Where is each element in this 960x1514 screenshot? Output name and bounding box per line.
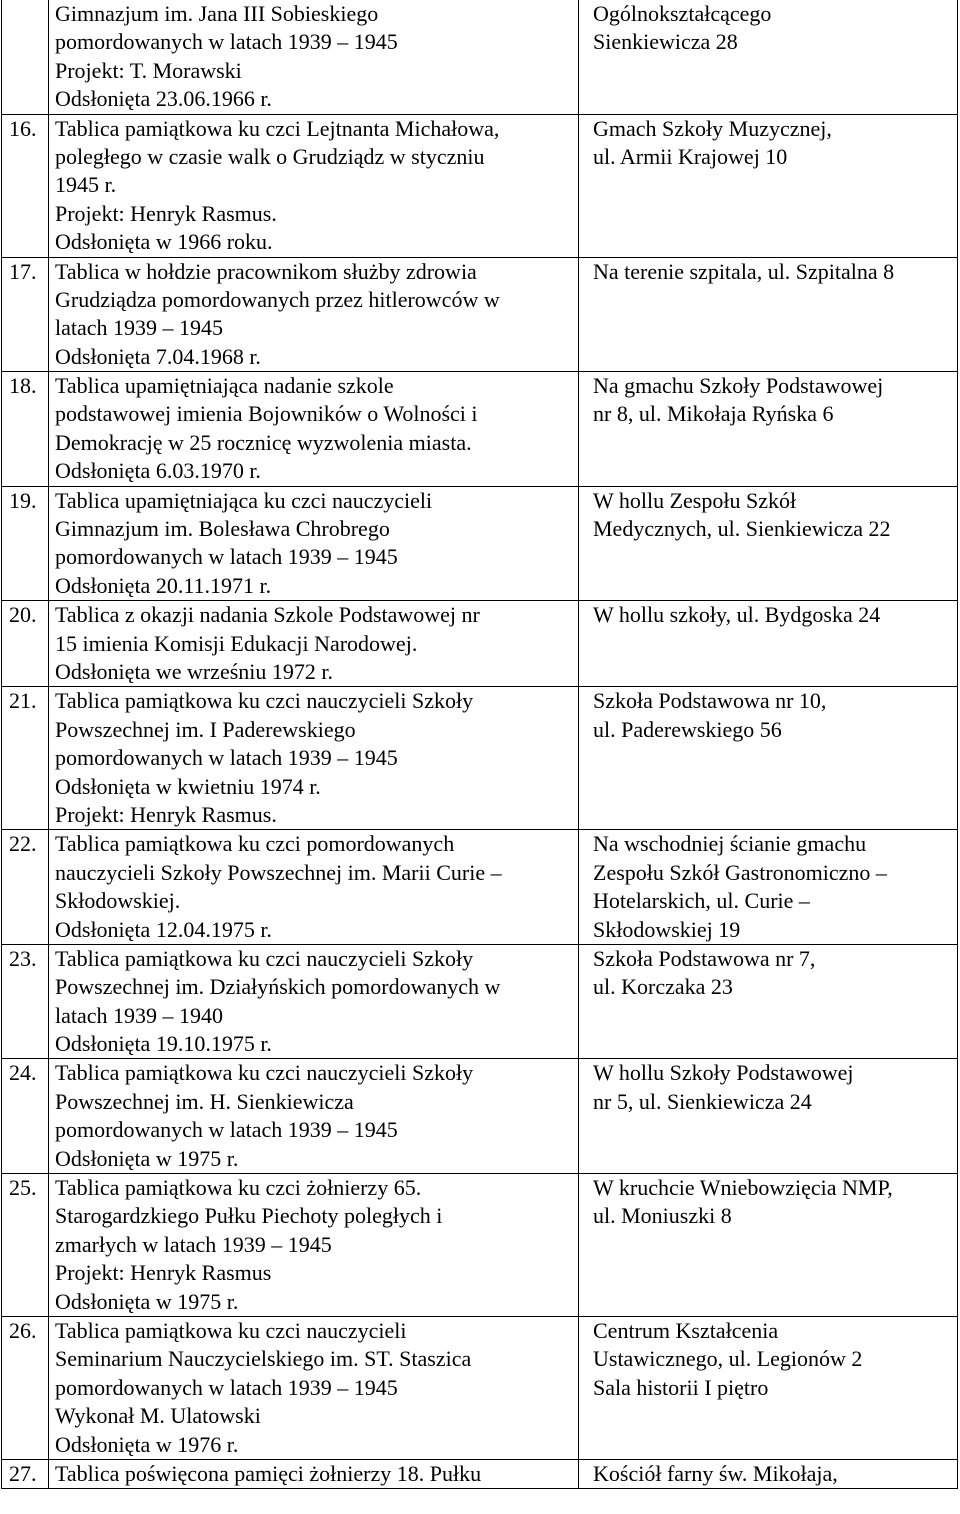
description-line: pomordowanych w latach 1939 – 1945 xyxy=(55,1374,398,1400)
location-line: Centrum Kształcenia xyxy=(593,1317,779,1343)
description-line: Tablica pamiątkowa ku czci nauczycieli xyxy=(55,1317,407,1343)
description-line: Tablica upamiętniająca ku czci nauczycieli xyxy=(55,487,433,513)
description-line: Odsłonięta w 1966 roku. xyxy=(55,229,273,255)
description-line: Powszechnej im. H. Sienkiewicza xyxy=(55,1088,354,1114)
description-line: pomordowanych w latach 1939 – 1945 xyxy=(55,1117,398,1143)
description-line: 1945 r. xyxy=(55,172,117,198)
location-line: Na gmachu Szkoły Podstawowej xyxy=(593,373,884,399)
description-line: Odsłonięta w 1975 r. xyxy=(55,1145,239,1171)
plaque-description xyxy=(49,114,579,257)
table-row xyxy=(2,601,958,687)
description-line: latach 1939 – 1945 xyxy=(55,315,224,341)
description-line: Tablica poświęcona pamięci żołnierzy 18. Pułku xyxy=(55,1460,482,1486)
location-line: Ogólnokształcącego xyxy=(593,1,772,26)
table-row xyxy=(2,0,958,114)
table-row xyxy=(2,1459,958,1488)
location-line: nr 5, ul. Sienkiewicza 24 xyxy=(593,1088,812,1114)
description-line: Wykonał M. Ulatowski xyxy=(55,1403,261,1429)
description-line: poległego w czasie walk o Grudziądz w styczniu xyxy=(55,143,485,169)
table-row xyxy=(2,944,958,1059)
description-line: Projekt: Henryk Rasmus. xyxy=(55,200,277,226)
row-number: 26. xyxy=(2,1316,49,1459)
location-line: Gmach Szkoły Muzycznej, xyxy=(593,115,832,141)
location-line: Szkoła Podstawowa nr 7, xyxy=(593,945,816,971)
description-line: pomordowanych w latach 1939 – 1945 xyxy=(55,745,398,771)
plaque-description xyxy=(49,944,579,1059)
description-line: Tablica upamiętniająca nadanie szkole xyxy=(55,373,394,399)
location-line: W kruchcie Wniebowzięcia NMP, xyxy=(593,1175,893,1201)
plaque-description xyxy=(49,486,579,601)
row-number: 21. xyxy=(2,687,49,830)
description-line: Odsłonięta 19.10.1975 r. xyxy=(55,1031,272,1057)
table-row xyxy=(2,1316,958,1459)
plaque-description xyxy=(49,0,579,114)
plaque-description xyxy=(49,687,579,830)
plaque-location xyxy=(579,687,958,830)
plaque-description xyxy=(49,1174,579,1317)
description-line: Starogardzkiego Pułku Piechoty poległych i xyxy=(55,1203,443,1229)
description-line: Tablica pamiątkowa ku czci Lejtnanta Michałowa, xyxy=(55,115,500,141)
description-line: Projekt: Henryk Rasmus. xyxy=(55,801,277,827)
plaque-location xyxy=(579,944,958,1059)
table-row xyxy=(2,114,958,257)
row-number: 17. xyxy=(2,257,49,372)
description-line: Odsłonięta we wrześniu 1972 r. xyxy=(55,658,333,684)
plaque-location xyxy=(579,1459,958,1488)
table-row xyxy=(2,687,958,830)
location-line: W hollu szkoły, ul. Bydgoska 24 xyxy=(593,602,881,628)
location-line: nr 8, ul. Mikołaja Ryńska 6 xyxy=(593,401,834,427)
description-line: Demokrację w 25 rocznicę wyzwolenia miasta. xyxy=(55,429,472,455)
memorial-plaques-table xyxy=(1,0,958,1489)
description-line: Powszechnej im. I Paderewskiego xyxy=(55,716,356,742)
location-line: Hotelarskich, ul. Curie – xyxy=(593,888,810,914)
description-line: Projekt: T. Morawski xyxy=(55,57,242,83)
location-line: Sala historii I piętro xyxy=(593,1374,769,1400)
description-line: pomordowanych w latach 1939 – 1945 xyxy=(55,544,398,570)
plaque-description xyxy=(49,1059,579,1174)
description-line: latach 1939 – 1940 xyxy=(55,1002,224,1028)
plaque-location xyxy=(579,601,958,687)
row-number: 23. xyxy=(2,944,49,1059)
location-line: ul. Korczaka 23 xyxy=(593,974,733,1000)
plaque-location xyxy=(579,830,958,945)
description-line: Odsłonięta w 1976 r. xyxy=(55,1431,239,1457)
description-line: Gimnazjum im. Jana III Sobieskiego xyxy=(55,1,379,26)
description-line: Tablica pamiątkowa ku czci żołnierzy 65. xyxy=(55,1175,422,1201)
row-number: 22. xyxy=(2,830,49,945)
location-line: Ustawicznego, ul. Legionów 2 xyxy=(593,1346,863,1372)
description-line: zmarłych w latach 1939 – 1945 xyxy=(55,1231,332,1257)
plaque-description xyxy=(49,1316,579,1459)
location-line: Na terenie szpitala, ul. Szpitalna 8 xyxy=(593,258,895,284)
table-row xyxy=(2,372,958,487)
location-line: Na wschodniej ścianie gmachu xyxy=(593,831,867,857)
location-line: W hollu Zespołu Szkół xyxy=(593,487,797,513)
description-line: Seminarium Nauczycielskiego im. ST. Staszica xyxy=(55,1346,472,1372)
description-line: Odsłonięta 20.11.1971 r. xyxy=(55,572,272,598)
location-line: W hollu Szkoły Podstawowej xyxy=(593,1060,854,1086)
description-line: Tablica pamiątkowa ku czci nauczycieli Szkoły xyxy=(55,945,474,971)
description-line: Odsłonięta 6.03.1970 r. xyxy=(55,458,261,484)
location-line: Szkoła Podstawowa nr 10, xyxy=(593,688,827,714)
plaque-location xyxy=(579,257,958,372)
location-line: Kościół farny św. Mikołaja, xyxy=(593,1460,838,1486)
plaque-description xyxy=(49,601,579,687)
description-line: Tablica pamiątkowa ku czci nauczycieli Szkoły xyxy=(55,1060,474,1086)
description-line: Odsłonięta 7.04.1968 r. xyxy=(55,343,261,369)
description-line: Odsłonięta 12.04.1975 r. xyxy=(55,916,272,942)
location-line: Medycznych, ul. Sienkiewicza 22 xyxy=(593,516,891,542)
description-line: podstawowej imienia Bojowników o Wolności i xyxy=(55,401,478,427)
description-line: Skłodowskiej. xyxy=(55,888,181,914)
description-line: pomordowanych w latach 1939 – 1945 xyxy=(55,29,398,55)
location-line: ul. Moniuszki 8 xyxy=(593,1203,732,1229)
description-line: Projekt: Henryk Rasmus xyxy=(55,1260,272,1286)
plaque-description xyxy=(49,830,579,945)
row-number: 16. xyxy=(2,114,49,257)
table-row xyxy=(2,257,958,372)
description-line: Tablica z okazji nadania Szkole Podstawowej nr xyxy=(55,602,480,628)
row-number: 20. xyxy=(2,601,49,687)
row-number xyxy=(2,0,49,114)
row-number: 24. xyxy=(2,1059,49,1174)
location-line: Sienkiewicza 28 xyxy=(593,29,738,55)
description-line: 15 imienia Komisji Edukacji Narodowej. xyxy=(55,630,418,656)
row-number: 27. xyxy=(2,1459,49,1488)
plaque-description xyxy=(49,372,579,487)
location-line: ul. Armii Krajowej 10 xyxy=(593,143,788,169)
location-line: Zespołu Szkół Gastronomiczno – xyxy=(593,859,887,885)
plaque-location xyxy=(579,372,958,487)
description-line: Odsłonięta w kwietniu 1974 r. xyxy=(55,773,321,799)
description-line: Gimnazjum im. Bolesława Chrobrego xyxy=(55,516,390,542)
location-line: Skłodowskiej 19 xyxy=(593,916,741,942)
row-number: 19. xyxy=(2,486,49,601)
plaque-description xyxy=(49,257,579,372)
plaque-location xyxy=(579,0,958,114)
description-line: Tablica w hołdzie pracownikom służby zdrowia xyxy=(55,258,477,284)
description-line: Powszechnej im. Działyńskich pomordowanych w xyxy=(55,974,501,1000)
plaque-location xyxy=(579,1174,958,1317)
plaque-location xyxy=(579,1059,958,1174)
table-row xyxy=(2,1059,958,1174)
plaque-location xyxy=(579,114,958,257)
table-row xyxy=(2,1174,958,1317)
plaque-location xyxy=(579,1316,958,1459)
description-line: Grudziądza pomordowanych przez hitlerowców w xyxy=(55,286,500,312)
table-row xyxy=(2,830,958,945)
plaque-description xyxy=(49,1459,579,1488)
description-line: Tablica pamiątkowa ku czci pomordowanych xyxy=(55,831,455,857)
row-number: 18. xyxy=(2,372,49,487)
plaque-location xyxy=(579,486,958,601)
table-row xyxy=(2,486,958,601)
description-line: Odsłonięta w 1975 r. xyxy=(55,1288,239,1314)
description-line: Odsłonięta 23.06.1966 r. xyxy=(55,86,272,112)
description-line: nauczycieli Szkoły Powszechnej im. Marii Curie – xyxy=(55,859,502,885)
table-body xyxy=(2,0,958,1489)
description-line: Tablica pamiątkowa ku czci nauczycieli Szkoły xyxy=(55,688,474,714)
location-line: ul. Paderewskiego 56 xyxy=(593,716,782,742)
row-number: 25. xyxy=(2,1174,49,1317)
